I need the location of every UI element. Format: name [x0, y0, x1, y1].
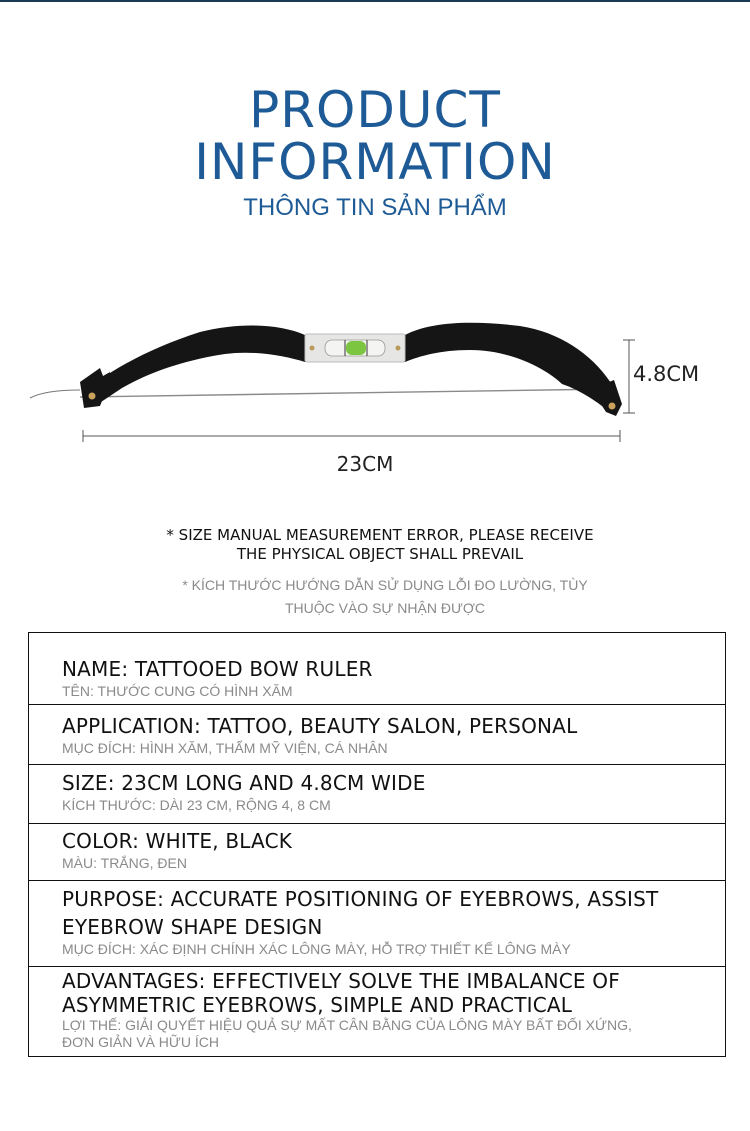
- spec-purpose-en-1: PURPOSE: ACCURATE POSITIONING OF EYEBROWS, ASSIST: [62, 887, 659, 911]
- spec-advantages-vi-1: LỢI THẾ: GIẢI QUYẾT HIỆU QUẢ SỰ MẤT CÂN BẰNG CỦA LÔNG MÀY BẤT ĐỐI XỨNG,: [62, 1017, 632, 1033]
- right-eyelet: [609, 403, 616, 410]
- spec-color-en: COLOR: WHITE, BLACK: [62, 829, 293, 853]
- left-eyelet: [89, 393, 96, 400]
- note-vi-line-1: * KÍCH THƯỚC HƯỚNG DẪN SỬ DỤNG LỖI ĐO LƯỜNG, TÙY: [182, 577, 588, 593]
- spec-application-vi: MỤC ĐÍCH: HÌNH XĂM, THẨM MỸ VIỆN, CÁ NHÂN: [62, 740, 388, 756]
- note-en-line-2: THE PHYSICAL OBJECT SHALL PREVAIL: [236, 545, 524, 563]
- bow-left-tip: [80, 368, 110, 408]
- page-subtitle: THÔNG TIN SẢN PHẨM: [243, 194, 507, 221]
- note-en-line-1: * SIZE MANUAL MEASUREMENT ERROR, PLEASE RECEIVE: [166, 526, 594, 544]
- measurement-note-vi: [0, 574, 750, 620]
- spec-name-en: NAME: TATTOOED BOW RULER: [62, 657, 373, 681]
- level-bubble: [346, 341, 366, 355]
- measurement-note-en: [0, 526, 750, 564]
- spec-row-color: [29, 824, 725, 881]
- spec-row-name: [29, 633, 725, 705]
- height-label: 4.8CM: [633, 362, 700, 386]
- spec-size-vi: KÍCH THƯỚC: DÀI 23 CM, RỘNG 4, 8 CM: [62, 797, 331, 813]
- spec-row-size: [29, 765, 725, 824]
- spec-row-advantages: [29, 967, 725, 1057]
- spec-size-en: SIZE: 23CM LONG AND 4.8CM WIDE: [62, 771, 426, 795]
- spec-advantages-en-1: ADVANTAGES: EFFECTIVELY SOLVE THE IMBALANCE OF: [62, 969, 620, 993]
- ruler-string: [80, 389, 612, 397]
- page-title-line-1: PRODUCT: [249, 81, 501, 139]
- spec-application-en: APPLICATION: TATTOO, BEAUTY SALON, PERSONAL: [62, 714, 578, 738]
- spec-row-application: [29, 705, 725, 765]
- top-border-line: [0, 0, 750, 2]
- spec-advantages-vi-2: ĐƠN GIẢN VÀ HỮU ÍCH: [62, 1034, 219, 1050]
- page-title-line-2: INFORMATION: [194, 133, 556, 191]
- spec-table: [28, 632, 726, 1057]
- thread-left: [30, 390, 80, 398]
- width-label: 23CM: [336, 452, 394, 476]
- spec-name-vi: TÊN: THƯỚC CUNG CÓ HÌNH XĂM: [62, 683, 293, 699]
- spec-purpose-en-2: EYEBROW SHAPE DESIGN: [62, 915, 323, 939]
- spec-row-purpose: [29, 881, 725, 967]
- spec-color-vi: MÀU: TRẮNG, ĐEN: [62, 855, 187, 871]
- spec-purpose-vi: MỤC ĐÍCH: XÁC ĐỊNH CHÍNH XÁC LÔNG MÀY, HỖ TRỢ THIẾT KẾ LÔNG MÀY: [62, 941, 571, 957]
- note-vi-line-2: THUỘC VÀO SỰ NHẬN ĐƯỢC: [284, 600, 486, 616]
- spec-advantages-en-2: ASYMMETRIC EYEBROWS, SIMPLE AND PRACTICAL: [62, 993, 573, 1017]
